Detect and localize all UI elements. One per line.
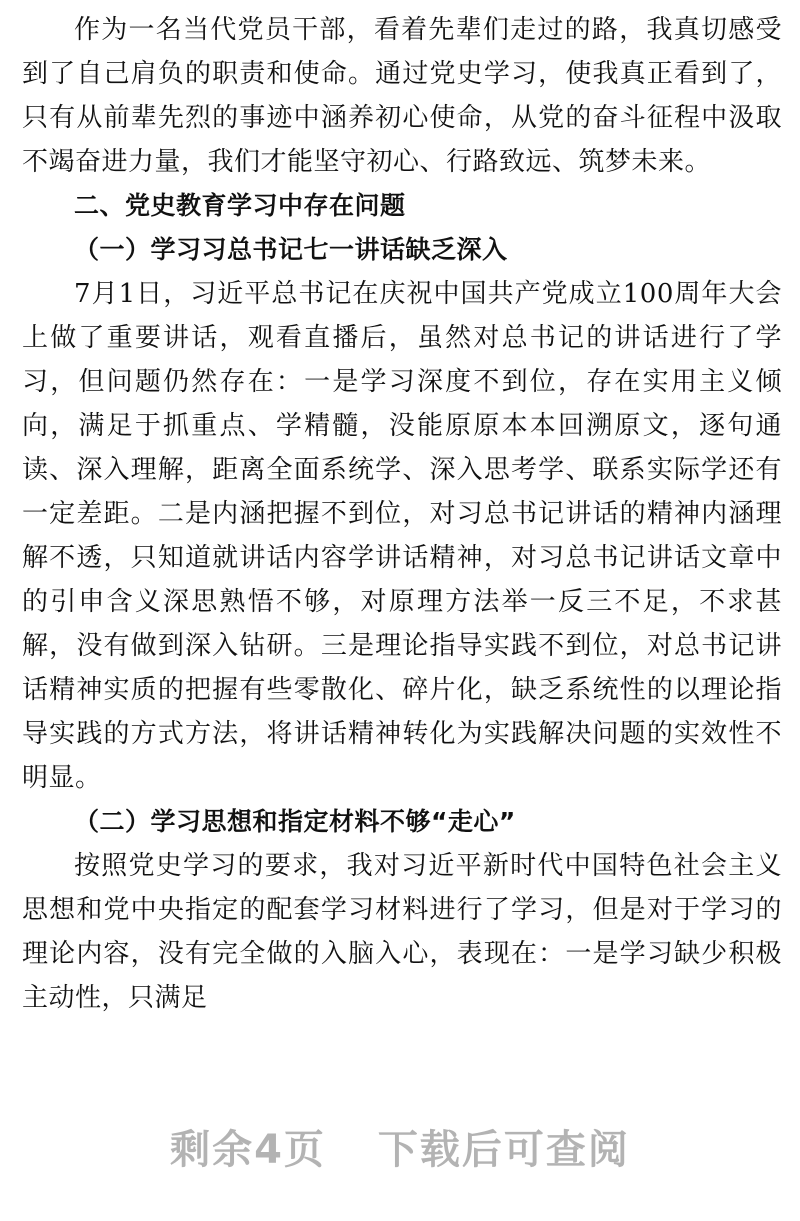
paragraph-intro: 作为一名当代党员干部，看着先辈们走过的路，我真切感受到了自己肩负的职责和使命。通过党史学习，使我真正看到了，只有从前辈先烈的事迹中涵养初心使命，从党的奋斗征程中汲取不竭奋进力量，我们才能坚守初心、行路致远、筑梦未来。 [22, 15, 782, 177]
remaining-pages-text: 剩余4页 [170, 1127, 326, 1173]
section-heading-problems: 二、党史教育学习中存在问题 [74, 191, 406, 220]
paragraph-speech-study: 7月1日，习近平总书记在庆祝中国共产党成立100周年大会上做了重要讲话，观看直播后，虽然对总书记的讲话进行了学习，但问题仍然存在：一是学习深度不到位，存在实用主义倾向，满足于抓重点、学精髓，没能原原本本回溯原文，逐句通读、深入理解，距离全面系统学、深入思考学、联系实际学还有一定差距。二是内涵把握不到位，对习总书记讲话的精神内涵理解不透，只知道就讲话内容学讲话精神，对习总书记讲话文章中的引申含义深思熟悟不够，对原理方法举一反三不足，不求甚解，没有做到深入钻研。三是理论指导实践不到位，对总书记讲话精神实质的把握有些零散化、碎片化，缺乏系统性的以理论指导实践的方式方法，将讲话精神转化为实践解决问题的实效性不明显。 [22, 279, 782, 793]
download-to-view-text: 下载后可查阅 [377, 1127, 630, 1173]
remaining-pages-banner[interactable] [0, 1118, 800, 1175]
subsection-heading-1: （一）学习习总书记七一讲话缺乏深入 [74, 235, 508, 264]
paragraph-materials-study: 按照党史学习的要求，我对习近平新时代中国特色社会主义思想和党中央指定的配套学习材料进行了学习，但是对于学习的理论内容，没有完全做的入脑入心，表现在：一是学习缺少积极主动性，只满足 [22, 851, 782, 1013]
subsection-heading-2: （二）学习思想和指定材料不够“走心” [74, 807, 516, 836]
document-body [22, 8, 782, 1020]
